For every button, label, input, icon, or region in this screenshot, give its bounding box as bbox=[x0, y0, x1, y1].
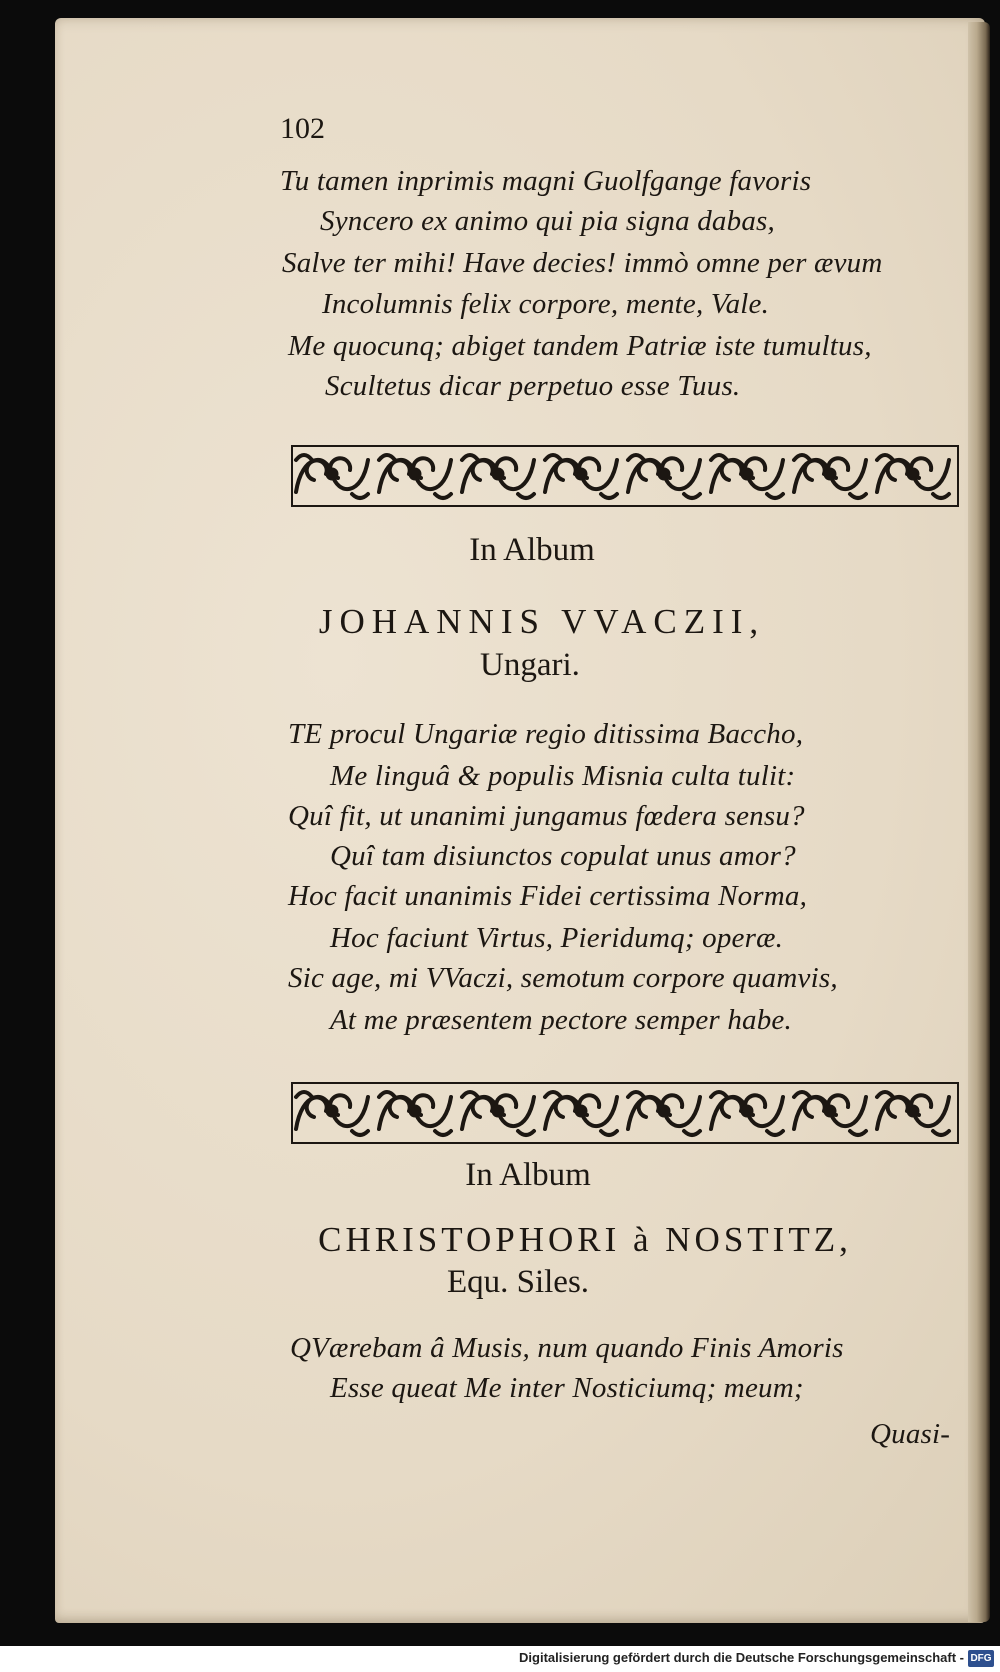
poem-line: Scultetus dicar perpetuo esse Tuus. bbox=[325, 370, 741, 402]
scroll-dot bbox=[327, 1106, 337, 1116]
scroll-dot bbox=[742, 469, 752, 479]
poem-line: TE procul Ungariæ regio ditissima Baccho, bbox=[288, 718, 804, 750]
dfg-logo: DFG bbox=[968, 1650, 994, 1667]
dedicatee-name: JOHANNIS VVACZII, bbox=[318, 602, 766, 641]
ornament-pattern bbox=[292, 1083, 958, 1143]
scroll-dot bbox=[576, 469, 586, 479]
section-heading: In Album bbox=[469, 532, 595, 568]
page-number: 102 bbox=[280, 112, 325, 145]
scroll-dot bbox=[825, 1106, 835, 1116]
section-heading: In Album bbox=[465, 1157, 591, 1193]
poem-line: Syncero ex animo qui pia signa dabas, bbox=[320, 205, 775, 237]
scroll-dot bbox=[825, 469, 835, 479]
poem-line: Tu tamen inprimis magni Guolfgange favoris bbox=[280, 165, 812, 197]
ornament-pattern bbox=[292, 444, 958, 508]
dedicatee-name: CHRISTOPHORI à NOSTITZ, bbox=[318, 1220, 852, 1259]
poem-line: Me quocunq; abiget tandem Patriæ iste tumultus, bbox=[288, 330, 872, 362]
scroll-dot bbox=[659, 469, 669, 479]
scroll-dot bbox=[576, 1106, 586, 1116]
page-edge bbox=[968, 22, 990, 1622]
ornament-border bbox=[290, 440, 960, 512]
scroll-dot bbox=[908, 469, 918, 479]
scroll-dot bbox=[493, 1106, 503, 1116]
scroll-dot bbox=[493, 469, 503, 479]
ornament-border bbox=[290, 1077, 960, 1149]
dedicatee-subtitle: Equ. Siles. bbox=[446, 1264, 590, 1300]
poem-line: Hoc facit unanimis Fidei certissima Norma, bbox=[288, 880, 808, 912]
poem-line: Quî fit, ut unanimi jungamus fœdera sensu? bbox=[288, 800, 805, 832]
footer-credit: Digitalisierung gefördert durch die Deutsche Forschungsgemeinschaft - bbox=[519, 1650, 964, 1665]
scroll-dot bbox=[410, 1106, 420, 1116]
catchword: Quasi- bbox=[870, 1418, 951, 1450]
dedicatee-subtitle: Ungari. bbox=[480, 647, 580, 683]
poem-line: Quî tam disiunctos copulat unus amor? bbox=[330, 840, 796, 872]
poem-line: Sic age, mi VVaczi, semotum corpore quamvis, bbox=[288, 962, 838, 994]
scroll-dot bbox=[410, 469, 420, 479]
scroll-dot bbox=[659, 1106, 669, 1116]
poem-line: Salve ter mihi! Have decies! immò omne per ævum bbox=[282, 247, 883, 279]
scroll-dot bbox=[908, 1106, 918, 1116]
footer-bar bbox=[0, 1646, 1000, 1672]
poem-line: At me præsentem pectore semper habe. bbox=[330, 1004, 792, 1036]
poem-line: Esse queat Me inter Nosticiumq; meum; bbox=[330, 1372, 804, 1404]
poem-line: Incolumnis felix corpore, mente, Vale. bbox=[322, 288, 770, 320]
poem-line: Me linguâ & populis Misnia culta tulit: bbox=[330, 760, 796, 792]
poem-line: QVærebam â Musis, num quando Finis Amoris bbox=[290, 1332, 844, 1364]
scroll-dot bbox=[742, 1106, 752, 1116]
scroll-dot bbox=[327, 469, 337, 479]
poem-line: Hoc faciunt Virtus, Pieridumq; operæ. bbox=[330, 922, 784, 954]
